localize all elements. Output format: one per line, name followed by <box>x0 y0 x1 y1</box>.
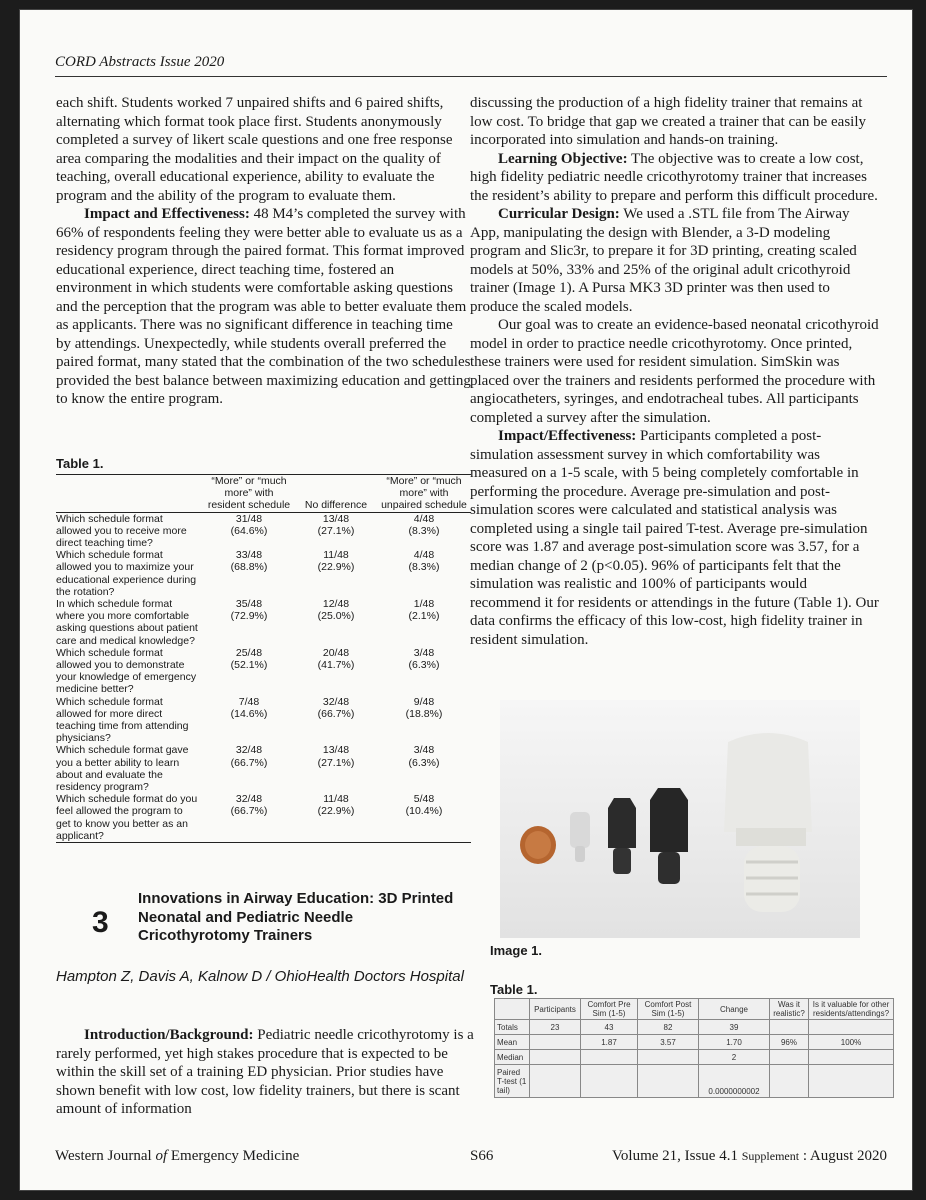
table-row: Totals 23 43 82 39 <box>495 1020 894 1035</box>
table-header-row: Participants Comfort Pre Sim (1-5) Comfort Post Sim (1-5) Change Was it realistic? Is it valuable for other residents/attendings? <box>495 999 894 1020</box>
intro-text: Pediatric needle cricothyrotomy is a rarely performed, yet high stakes procedure that is expected to be within the skill set of a training ED physician. Prior studies have shown benefit with low cost, low fidelity trainers, but there is scant amount of information <box>56 1027 474 1117</box>
table-row: Which schedule format gave you a better ability to learn about and evaluate the residency program? 32/48 (66.7%) 13/48 (27.1%) 3/48 (6.3%) <box>56 744 440 794</box>
goal-paragraph: Our goal was to create an evidence-based neonatal cricothyroid model in order to practice needle cricothyrotomy. Once printed, these trainers were used for resident simulation. SimSkin was placed over the trainers and residents performed the procedure with angiocatheters, syringes, and endotracheal tubes. All participants completed a survey after the simulation. <box>470 317 879 426</box>
running-head: CORD Abstracts Issue 2020 <box>55 54 225 70</box>
journal-page <box>20 10 912 1190</box>
left-column <box>56 94 471 409</box>
table2-label: Table 1. <box>490 982 538 997</box>
table-row: Which schedule format allowed for more direct teaching time from attending physicians? 7/48 (14.6%) 32/48 (66.7%) 9/48 (18.8%) <box>56 695 443 745</box>
col-resident-schedule: “More” or “much more” with resident schedule <box>207 475 291 512</box>
learning-objective-heading: Learning Objective: <box>498 150 628 167</box>
table-row: In which schedule format where you more comfortable asking questions about patient care and medical knowledge? 35/48 (72.9%) 12/48 (25.0%) 1/48 (2.1%) <box>56 598 440 647</box>
header-rule <box>55 76 887 77</box>
col-no-difference: No difference <box>304 499 368 512</box>
page-number: S66 <box>470 1148 494 1164</box>
issue-info: Volume 21, Issue 4.1 Supplement : August 2020 <box>612 1148 887 1164</box>
section-number: 3 <box>92 906 109 939</box>
curricular-design-paragraph: Curricular Design: We used a .STL file from The Airway App, manipulating the design with Blender, a 3-D modeling program and Slic3r, to prepare it for 3D printing, creating scaled models at 50%, 33% and 25% of the original adult cricothyroid trainer (Image 1). A Pursa MK3 3D printer was then used to produce the scaled models. <box>470 206 857 315</box>
survey-table <box>56 474 471 843</box>
section-title: Innovations in Airway Education: 3D Printed Neonatal and Pediatric Needle Cricothyrotomy Trainers <box>138 890 454 944</box>
intro-paragraph <box>56 1026 476 1119</box>
journal-name: Western Journal of Emergency Medicine <box>55 1148 300 1164</box>
image-caption: Image 1. <box>490 943 543 958</box>
survey-table-header <box>56 475 471 513</box>
learning-objective-paragraph: Learning Objective: The objective was to create a low cost, high fidelity pediatric needle cricothyrotomy trainer that increases the resident’s ability to prepare and perform this difficult procedure. <box>470 150 878 204</box>
impact-effectiveness-heading: Impact/Effectiveness: <box>498 428 637 444</box>
simulation-results-table <box>494 998 894 1098</box>
col-unpaired-schedule: “More” or “much more” with unpaired schedule <box>381 475 467 512</box>
impact-text: 48 M4’s completed the survey with 66% of respondents feeling they were better able to evaluate us as a residency program through the paired format. This format improved educational experience, direct teaching time, fostered an environment in which students were comfortable asking questions and the perception that the program was able to better evaluate them as applicants. There was no significant difference in teaching time by attendings. Unexpectedly, while students overall preferred the paired format, many stated that the combination of the two schedules provided the best balance between maximizing education and getting to know the entire program. <box>56 206 471 407</box>
table-row: Which schedule format allowed you to receive more direct teaching time? 31/48 (64.6%) 13/48 (27.1%) 4/48 (8.3%) <box>56 512 440 550</box>
right-column <box>470 94 880 649</box>
trainer-photo-illustration <box>500 700 860 938</box>
author-line: Hampton Z, Davis A, Kalnow D / OhioHealth Doctors Hospital <box>56 968 464 985</box>
intro-heading: Introduction/Background: <box>84 1027 254 1043</box>
table1-label: Table 1. <box>56 456 104 471</box>
impact-heading: Impact and Effectiveness: <box>84 206 250 222</box>
table-row: Which schedule format allowed you to demonstrate your knowledge of emergency medicine better? 25/48 (52.1%) 20/48 (41.7%) 3/48 (6.3%) <box>56 646 440 696</box>
table-row: Mean 1.87 3.57 1.70 96% 100% <box>495 1035 894 1050</box>
trainer-photo <box>500 700 860 938</box>
left-paragraph-1: each shift. Students worked 7 unpaired shifts and 6 paired shifts, alternating which format took place first. Students anonymously completed a survey of likert scale questions and one free response area comparing the modalities and their impact on the quality of teaching, overall educational experience, ability to evaluate the program and the ability of the program to evaluate them. <box>56 95 453 204</box>
table-row: Median 2 <box>495 1050 894 1065</box>
right-paragraph-1: discussing the production of a high fidelity trainer that remains at low cost. To bridge that gap we created a trainer that can be easily incorporated into simulation and hands-on training. <box>470 95 867 148</box>
table-row: Paired T-test (1 tail) 0.0000000002 <box>495 1065 894 1098</box>
curricular-design-heading: Curricular Design: <box>498 206 620 222</box>
table-row: Which schedule format allowed you to maximize your educational experience during the rotation? 33/48 (68.8%) 11/48 (22.9%) 4/48 (8.3%) <box>56 549 440 598</box>
impact-paragraph <box>56 205 471 409</box>
table-row: Which schedule format do you feel allowed the program to get to know you better as an applicant? 32/48 (66.7%) 11/48 (22.9%) 5/48 (10.4%) <box>56 793 443 842</box>
impact-effectiveness-paragraph: Impact/Effectiveness: Participants completed a post-simulation assessment survey in which comfortability was measured on a 1-5 scale, with 5 being completely comfortable in performing the procedure. Average pre-simulation and post-simulation scores were calculated and statistical analysis was completed using a single tail paired T-test. Average pre-simulation score was 1.87 and average post-simulation score was 3.57, for a median change of 2 (p<0.05). 96% of participants felt that the simulation was realistic and 100% of participants would recommend it for residents or attendings in the future (Table 1). Our data confirms the efficacy of this low-cost, high fidelity trainer in resident simulation. <box>470 428 879 648</box>
